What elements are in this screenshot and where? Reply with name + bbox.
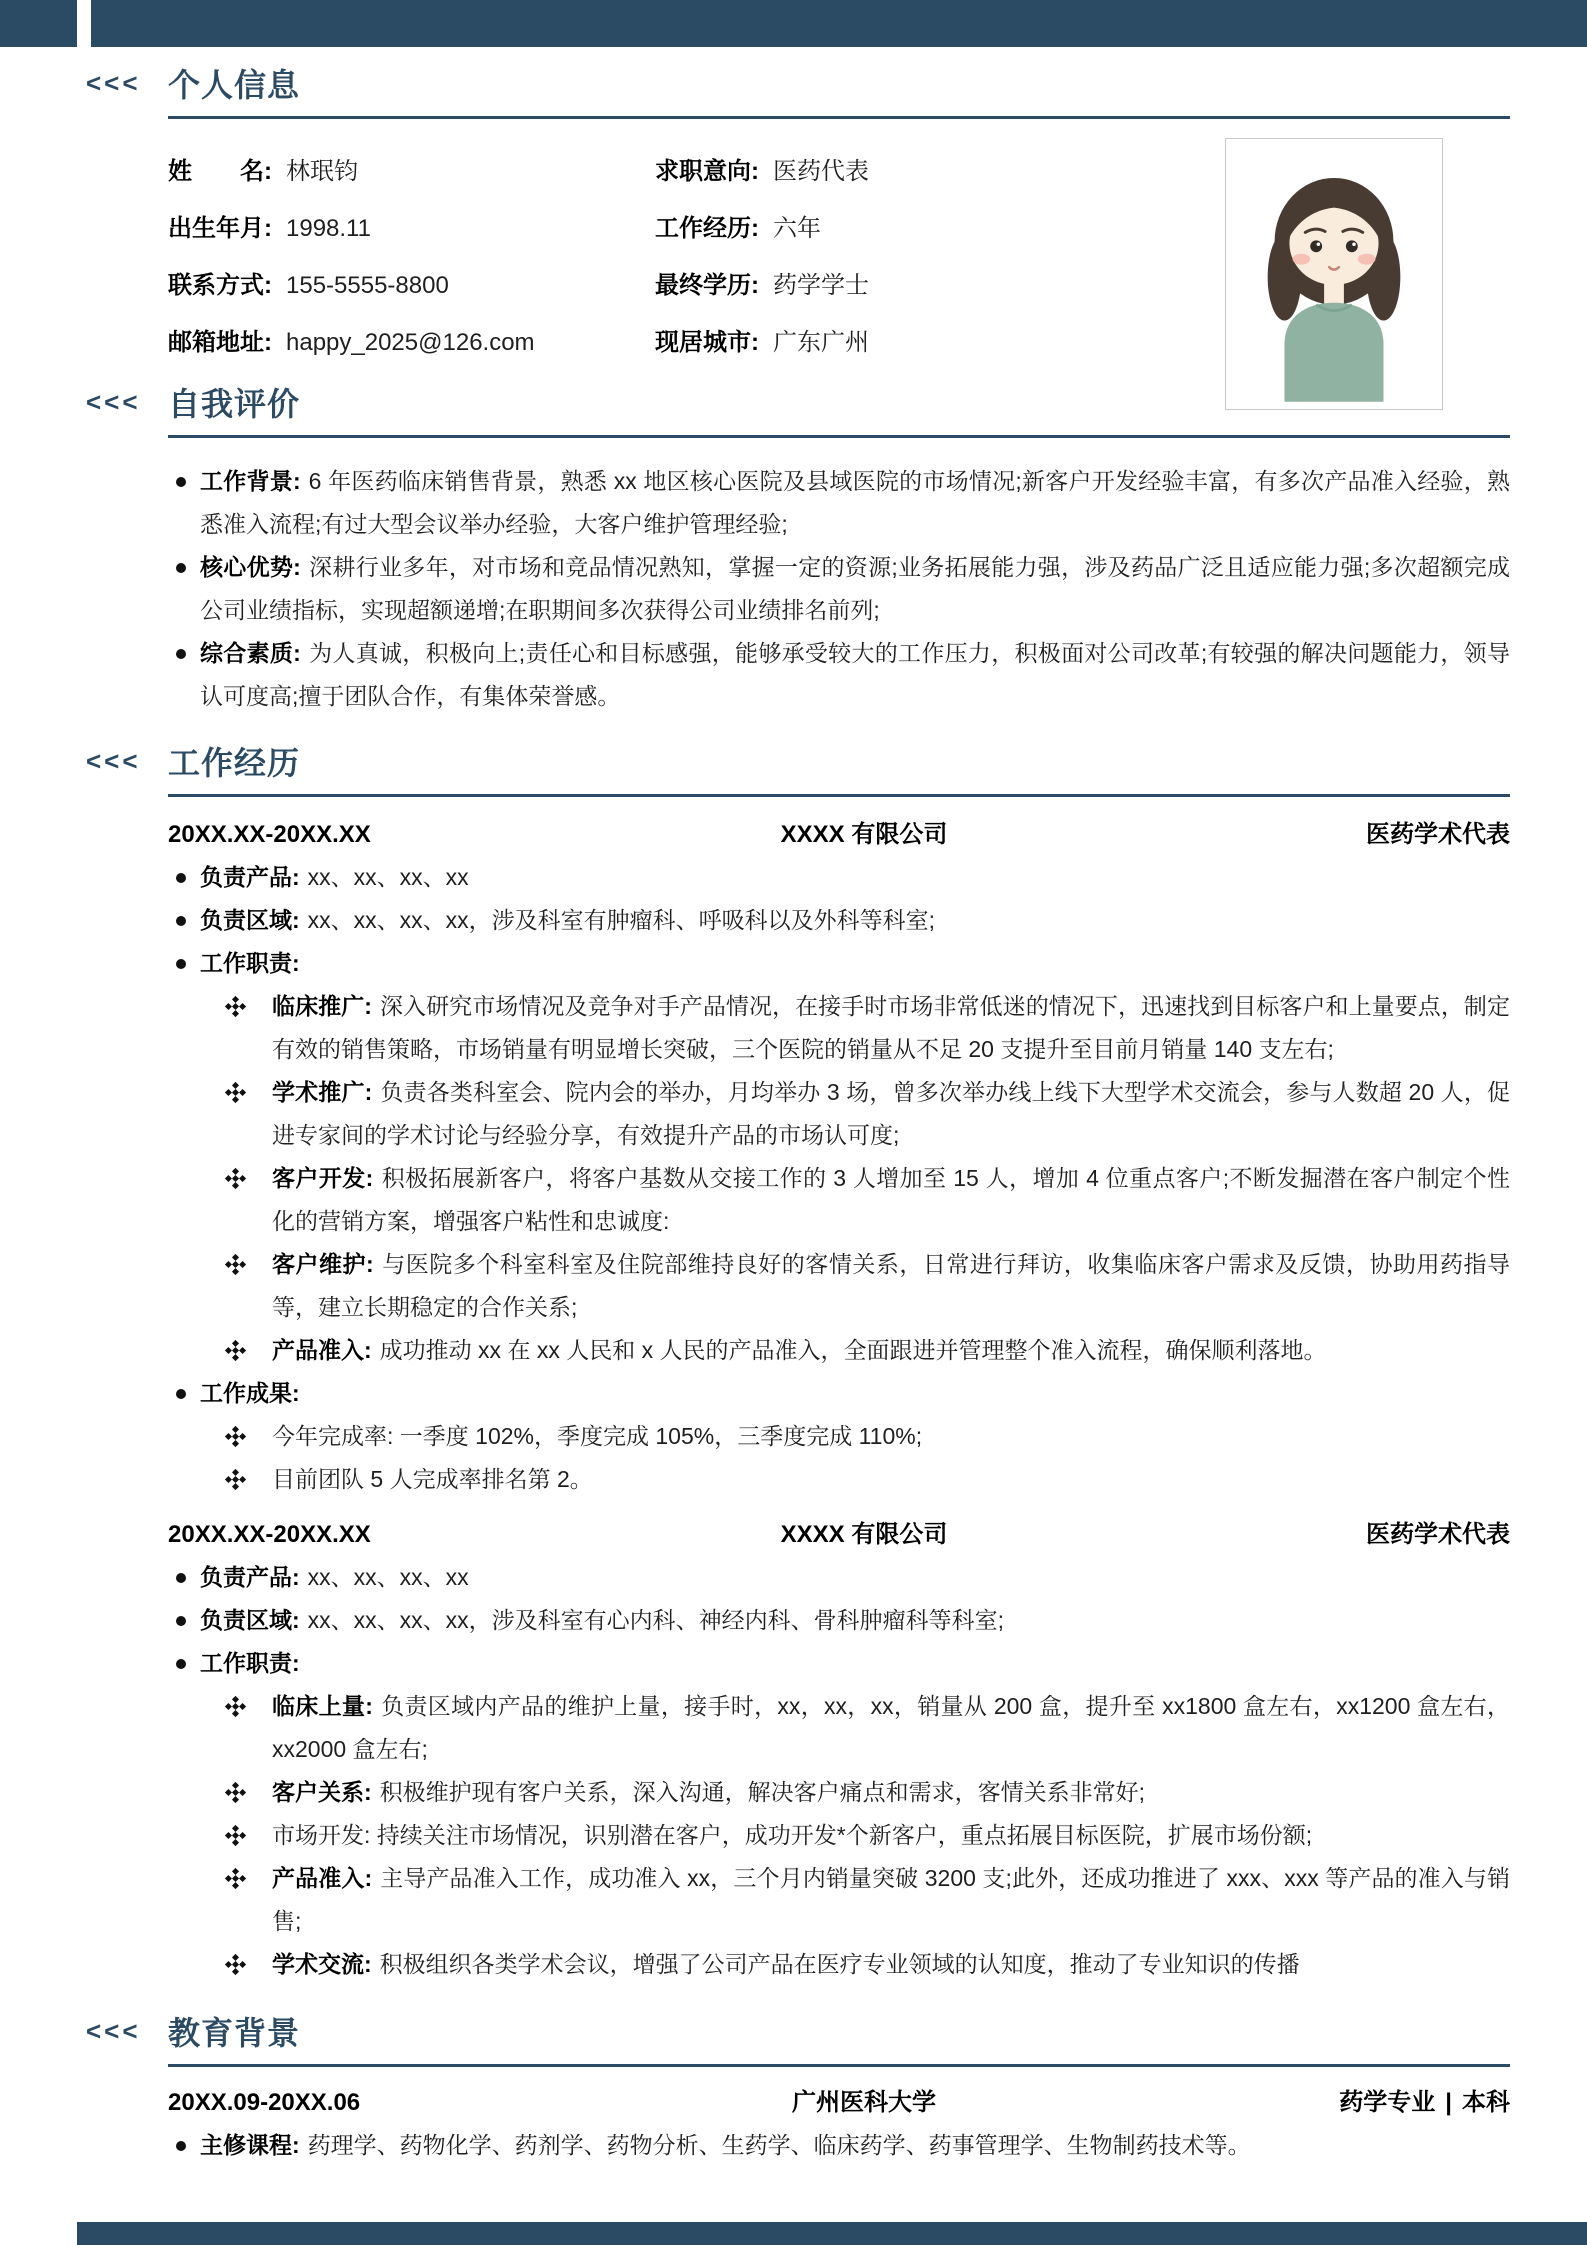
diamond-bullet-icon [228,1957,243,1972]
bullet-dot-icon [176,916,186,926]
job-period: 20XX.XX-20XX.XX [168,1521,371,1548]
sub-list-item: 学术交流: 积极组织各类学术会议，增强了公司产品在医疗专业领域的认知度，推动了专业知识的传播 [168,1943,1510,1986]
sub-list-item: 学术推广: 负责各类科室会、院内会的举办，月均举办 3 场，曾多次举办线上线下大型学术交流会，参与人数超 20 人，促进专家间的学术讨论与经验分享，有效提升产品的市场认可度; [168,1071,1510,1157]
list-item: 负责产品: xx、xx、xx、xx [168,856,1510,899]
section-header [86,60,1510,106]
sub-list-item: 客户维护: 与医院多个科室科室及住院部维持良好的客情关系，日常进行拜访，收集临床客户需求及反馈，协助用药指导等，建立长期稳定的合作关系; [168,1243,1510,1329]
sub-list-item: 客户开发: 积极拓展新客户，将客户基数从交接工作的 3 人增加至 15 人，增加 4 位重点客户;不断发掘潜在客户制定个性化的营销方案，增强客户粘性和忠诚度: [168,1157,1510,1243]
list-item: 核心优势: 深耕行业多年，对市场和竞品情况熟知，掌握一定的资源;业务拓展能力强，涉及药品广泛且适应能力强;多次超额完成公司业绩指标，实现超额递增;在职期间多次获得公司业绩排名前列; [168,546,1510,632]
job-company: XXXX 有限公司 [780,821,948,848]
list-item: 综合素质: 为人真诚，积极向上;责任心和目标感强，能够承受较大的工作压力，积极面对公司改革;有较强的解决问题能力，领导认可度高;擅于团队合作，有集体荣誉感。 [168,632,1510,718]
bullet-dot-icon [176,1616,186,1626]
section-education [86,2008,1510,2167]
section-underline [168,794,1510,797]
chevrons-icon: <<< [86,746,141,776]
bullet-dot-icon [176,563,186,573]
job-entry [168,1513,1510,1986]
job-role: 医药学术代表 [1366,821,1510,848]
sub-list-item: 目前团队 5 人完成率排名第 2。 [168,1458,1510,1501]
sub-list-item: 客户关系: 积极维护现有客户关系，深入沟通，解决客户痛点和需求，客情关系非常好; [168,1771,1510,1814]
section-title-personal: 个人信息 [168,67,301,103]
avatar-illustration [1233,146,1435,402]
education-major: 药学专业 [1339,2089,1436,2116]
top-bar-notch [77,0,91,52]
field-email: 邮箱地址: happy_2025@126.com [168,328,535,356]
chevrons-icon: <<< [86,68,141,98]
list-item: 工作成果: [168,1372,1510,1415]
list-item: 负责产品: xx、xx、xx、xx [168,1556,1510,1599]
diamond-bullet-icon [228,1257,243,1272]
list-item: 工作职责: [168,942,1510,985]
top-accent-bar [0,0,1587,47]
list-item: 负责区域: xx、xx、xx、xx，涉及科室有心内科、神经内科、骨科肿瘤科等科室; [168,1599,1510,1642]
diamond-bullet-icon [228,1085,243,1100]
section-self-evaluation [86,379,1510,718]
education-major-degree [1210,2081,1510,2124]
education-school: 广州医科大学 [792,2089,936,2116]
sub-list-item: 临床上量: 负责区域内产品的维护上量，接手时，xx，xx，xx，销量从 200 盒，提升至 xx1800 盒左右，xx1200 盒左右，xx2000 盒左右; [168,1685,1510,1771]
diamond-bullet-icon [228,1785,243,1800]
sub-list-item: 市场开发: 持续关注市场情况，识别潜在客户，成功开发*个新客户，重点拓展目标医院，扩展市场份额; [168,1814,1510,1857]
self-eval-list [168,460,1510,718]
bullet-dot-icon [176,873,186,883]
section-underline [168,2064,1510,2067]
section-underline [168,116,1510,119]
bullet-dot-icon [176,1389,186,1399]
chevrons-icon: <<< [86,2016,141,2046]
diamond-bullet-icon [228,1828,243,1843]
field-job-intent: 求职意向: 医药代表 [655,157,869,185]
section-title-education: 教育背景 [168,2015,301,2051]
bottom-accent-bar [77,2222,1587,2245]
job-period: 20XX.XX-20XX.XX [168,821,371,848]
job-company: XXXX 有限公司 [780,1521,948,1548]
education-degree: 本科 [1462,2089,1510,2116]
job-entry [168,813,1510,1501]
sub-list-item: 今年完成率: 一季度 102%，季度完成 105%，三季度完成 110%; [168,1415,1510,1458]
field-city: 现居城市: 广东广州 [655,328,869,356]
bullet-dot-icon [176,959,186,969]
education-header [168,2081,1510,2124]
field-degree: 最终学历: 药学学士 [655,271,869,299]
diamond-bullet-icon [228,999,243,1014]
field-birth: 出生年月: 1998.11 [168,214,371,242]
field-experience-years: 工作经历: 六年 [655,214,821,242]
diamond-bullet-icon [228,1171,243,1186]
sub-list-item: 产品准入: 成功推动 xx 在 xx 人民和 x 人民的产品准入，全面跟进并管理整个准入流程，确保顺利落地。 [168,1329,1510,1372]
section-header [86,738,1510,784]
diamond-bullet-icon [228,1472,243,1487]
sub-list-item: 产品准入: 主导产品准入工作，成功准入 xx，三个月内销量突破 3200 支;此外，还成功推进了 xxx、xxx 等产品的准入与销售; [168,1857,1510,1943]
diamond-bullet-icon [228,1343,243,1358]
bullet-dot-icon [176,2141,186,2151]
field-name: 姓 名: 林珉钧 [168,157,358,185]
bullet-dot-icon [176,1659,186,1669]
diamond-bullet-icon [228,1871,243,1886]
divider: | [1445,2089,1452,2116]
sub-list-item: 临床推广: 深入研究市场情况及竞争对手产品情况，在接手时市场非常低迷的情况下，迅速找到目标客户和上量要点，制定有效的销售策略，市场销量有明显增长突破，三个医院的销量从不足 20 支提升至目前月销量 140 支左右; [168,985,1510,1071]
section-underline [168,435,1510,438]
education-period: 20XX.09-20XX.06 [168,2089,361,2116]
field-phone: 联系方式: 155-5555-8800 [168,271,449,299]
job-header [168,813,1510,856]
job-role: 医药学术代表 [1366,1521,1510,1548]
bullet-dot-icon [176,477,186,487]
section-title-self-evaluation: 自我评价 [168,386,301,422]
list-item: 工作职责: [168,1642,1510,1685]
bullet-dot-icon [176,1573,186,1583]
profile-photo [1225,138,1443,410]
diamond-bullet-icon [228,1699,243,1714]
chevrons-icon: <<< [86,387,141,417]
section-header [86,2008,1510,2054]
list-item: 负责区域: xx、xx、xx、xx，涉及科室有肿瘤科、呼吸科以及外科等科室; [168,899,1510,942]
job-header [168,1513,1510,1556]
bullet-dot-icon [176,649,186,659]
list-item: 工作背景: 6 年医药临床销售背景，熟悉 xx 地区核心医院及县域医院的市场情况;新客户开发经验丰富，有多次产品准入经验，熟悉准入流程;有过大型会议举办经验，大客户维护管理经验; [168,460,1510,546]
section-work-experience [86,738,1510,1986]
section-title-work-experience: 工作经历 [168,745,301,781]
list-item: 主修课程: 药理学、药物化学、药剂学、药物分析、生药学、临床药学、药事管理学、生物制药技术等。 [168,2124,1510,2167]
diamond-bullet-icon [228,1429,243,1444]
